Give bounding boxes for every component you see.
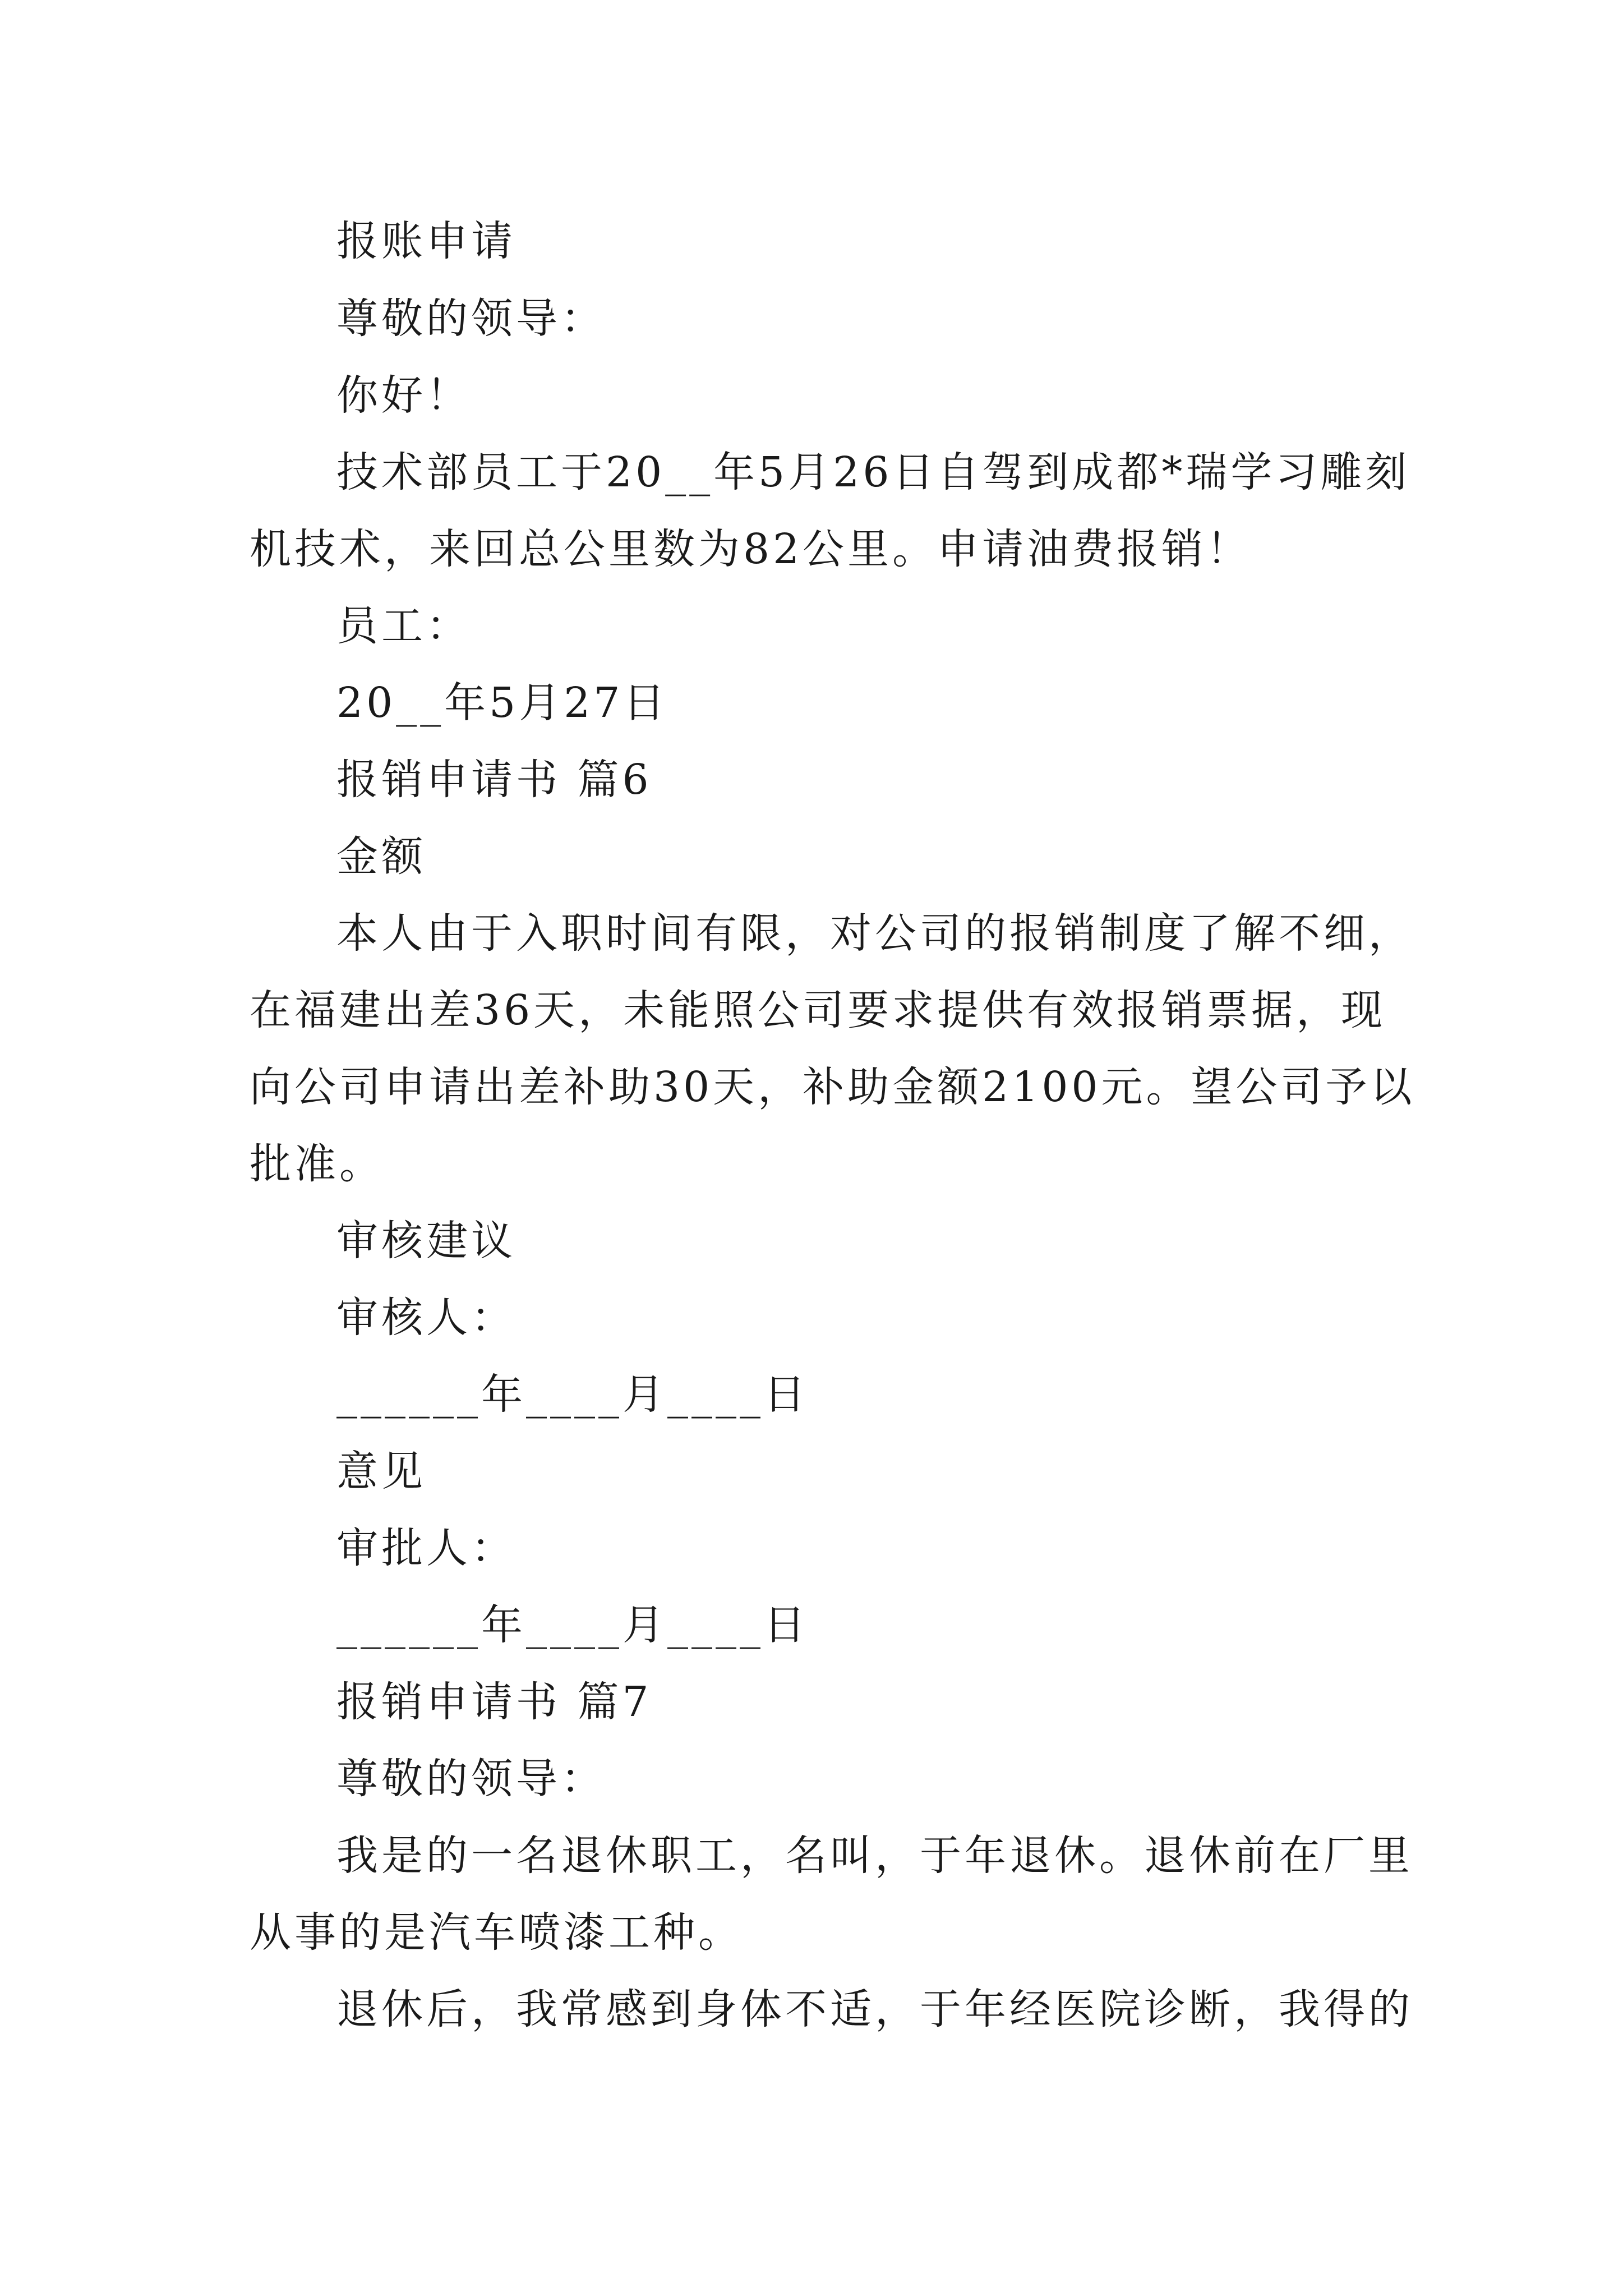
body-text-line: 退休后，我常感到身体不适，于年经医院诊断，我得的: [336, 1985, 1413, 2033]
body-text-line: 本人由于入职时间有限，对公司的报销制度了解不细，: [336, 909, 1413, 958]
body-text-line: 向公司申请出差补助30天，补助金额2100元。望公司予以: [250, 1063, 1415, 1111]
amount-label: 金额: [336, 832, 426, 881]
body-text-line: 从事的是汽车喷漆工种。: [250, 1908, 743, 1957]
body-text-line: 我是的一名退休职工，名叫，于年退休。退休前在厂里: [336, 1832, 1413, 1880]
body-text-line: 技术部员工于20__年5月26日自驾到成都*瑞学习雕刻: [336, 448, 1410, 496]
approver-label: 审批人：: [336, 1524, 516, 1572]
section-title: 报销申请书 篇6: [336, 756, 652, 804]
date-blank-line: ______年____月____日: [336, 1601, 809, 1649]
date-line: 20__年5月27日: [336, 679, 668, 727]
heading-reimbursement-application: 报账申请: [336, 217, 516, 265]
body-text-line: 在福建出差36天，未能照公司要求提供有效报销票据，现: [250, 986, 1386, 1034]
salutation: 尊敬的领导：: [336, 1755, 606, 1803]
opinion-label: 意见: [336, 1447, 426, 1496]
section-title: 报销申请书 篇7: [336, 1678, 652, 1726]
date-blank-line: ______年____月____日: [336, 1370, 809, 1419]
review-suggestion-label: 审核建议: [336, 1217, 516, 1265]
body-text-line: 批准。: [250, 1140, 384, 1188]
body-text-line: 机技术，来回总公里数为82公里。申请油费报销！: [250, 525, 1252, 573]
reviewer-label: 审核人：: [336, 1294, 516, 1342]
greeting: 你好！: [336, 371, 471, 420]
employee-signature-label: 员工：: [336, 602, 471, 650]
salutation: 尊敬的领导：: [336, 295, 606, 343]
